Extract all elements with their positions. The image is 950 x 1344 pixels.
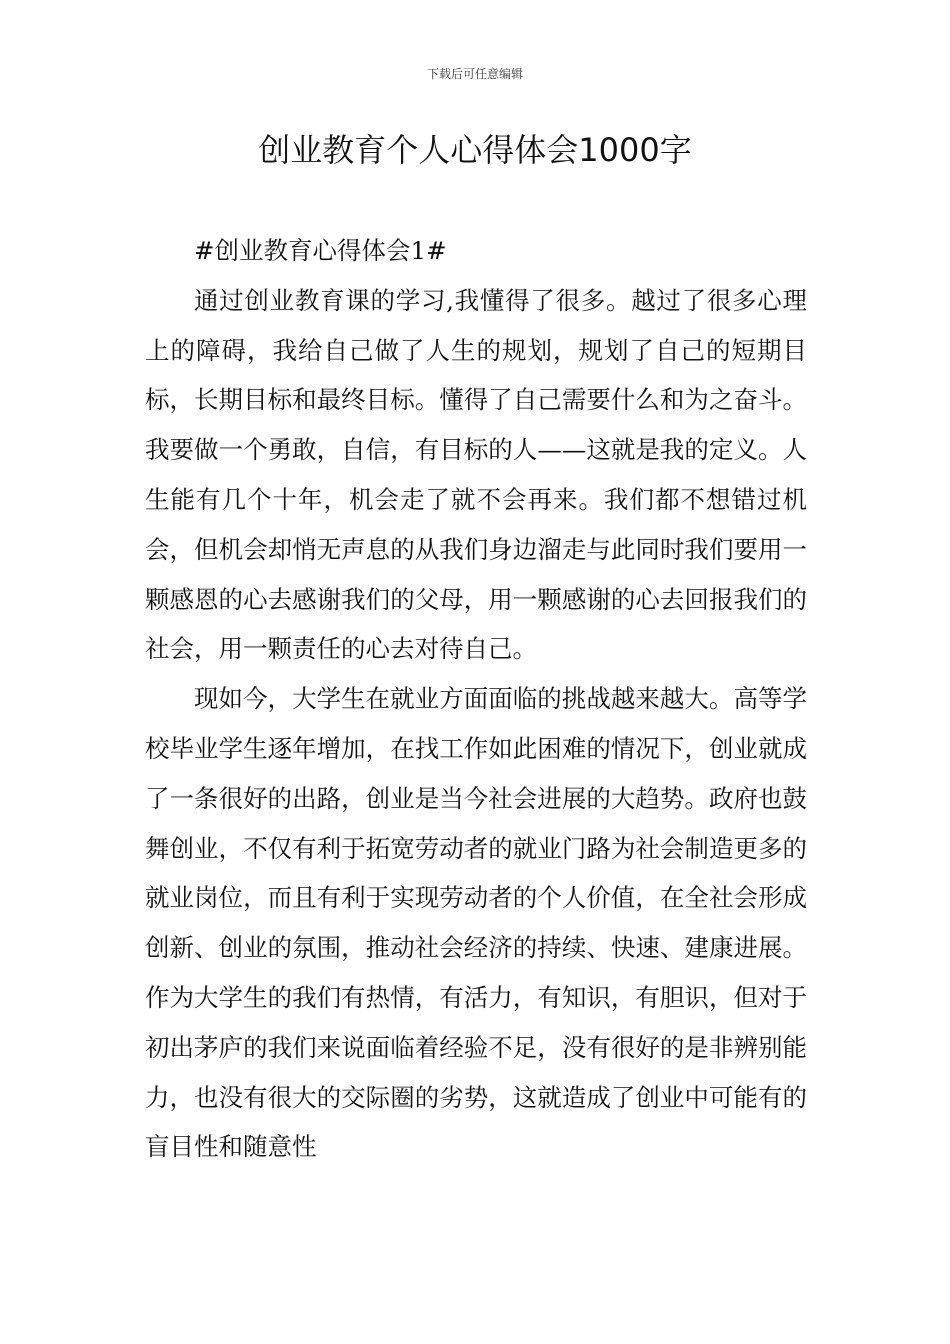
document-body [145,226,807,1172]
paragraph-1: 通过创业教育课的学习,我懂得了很多。越过了很多心理上的障碍，我给自己做了人生的规划，规划了自己的短期目标，长期目标和最终目标。懂得了自己需要什么和为之奋斗。我要做一个勇敢，自信，有目标的人——这就是我的定义。人生能有几个十年，机会走了就不会再来。我们都不想错过机会，但机会却悄无声息的从我们身边溜走与此同时我们要用一颗感恩的心去感谢我们的父母，用一颗感谢的心去回报我们的社会，用一颗责任的心去对待自己。 [145,285,807,664]
section-heading: #创业教育心得体会1# [194,236,447,265]
paragraph-2: 现如今，大学生在就业方面面临的挑战越来越大。高等学校毕业学生逐年增加，在找工作如此困难的情况下，创业就成了一条很好的出路，创业是当今社会进展的大趋势。政府也鼓舞创业，不仅有利于拓宽劳动者的就业门路为社会制造更多的就业岗位，而且有利于实现劳动者的个人价值，在全社会形成创新、创业的氛围，推动社会经济的持续、快速、建康进展。作为大学生的我们有热情，有活力，有知识，有胆识，但对于初出茅庐的我们来说面临着经验不足，没有很好的是非辨别能力，也没有很大的交际圈的劣势，这就造成了创业中可能有的盲目性和随意性 [145,684,807,1162]
header-note: 下载后可任意编辑 [426,67,523,81]
document-title: 创业教育个人心得体会1000字 [258,131,692,169]
